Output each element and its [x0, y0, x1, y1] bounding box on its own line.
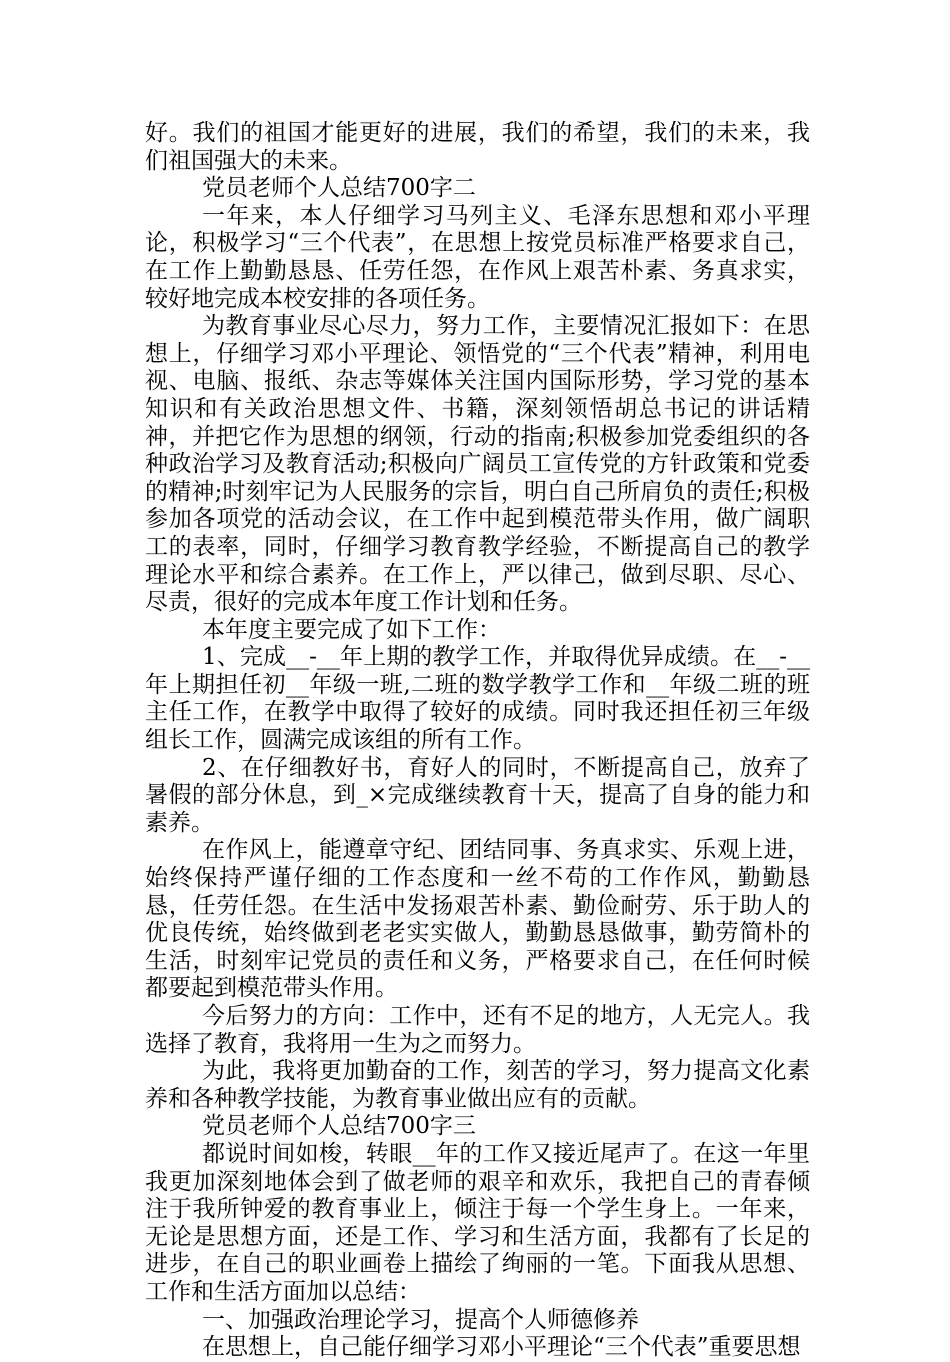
paragraph: 在思想上，自己能仔细学习邓小平理论“三个代表”重要思想	[202, 1334, 801, 1361]
subheading: 一、加强政治理论学习，提高个人师德修养	[202, 1306, 639, 1333]
paragraph-continuation: 好。我们的祖国才能更好的进展，我们的希望，我们的未来，我们祖国强大的未来。	[145, 120, 810, 174]
list-item: 1、完成__-__年上期的教学工作，并取得优异成绩。在__-__年上期担任初__年级一班,二班的数学教学工作和__年级二班的班主任工作，在教学中取得了较好的成绩。同时我还担任初三年级组长工作，圆满完成该组的所有工作。	[145, 644, 810, 754]
list-item: 2、在仔细教好书，育好人的同时，不断提高自己，放弃了暑假的部分休息，到_×完成继续教育十天，提高了自身的能力和素养。	[145, 754, 810, 836]
paragraph: 为此，我将更加勤奋的工作，刻苦的学习，努力提高文化素养和各种教学技能，为教育事业做出应有的贡献。	[145, 1058, 810, 1112]
section-heading-2: 党员老师个人总结700字二	[202, 175, 476, 202]
paragraph: 本年度主要完成了如下工作：	[202, 616, 501, 643]
paragraph: 一年来，本人仔细学习马列主义、毛泽东思想和邓小平理论，积极学习“三个代表”，在思想上按党员标准严格要求自己，在工作上勤勤恳恳、任劳任怨，在作风上艰苦朴素、务真求实，较好地完成本校安排的各项任务。	[145, 202, 810, 312]
paragraph: 为教育事业尽心尽力，努力工作，主要情况汇报如下：在思想上，仔细学习邓小平理论、领悟党的“三个代表”精神，利用电视、电脑、报纸、杂志等媒体关注国内国际形势，学习党的基本知识和有关政治思想文件、书籍，深刻领悟胡总书记的讲话精神，并把它作为思想的纲领，行动的指南;积极参加党委组织的各种政治学习及教育活动;积极向广阔员工宣传党的方针政策和党委的精神;时刻牢记为人民服务的宗旨，明白自己所肩负的责任;积极参加各项党的活动会议，在工作中起到模范带头作用，做广阔职工的表率，同时，仔细学习教育教学经验，不断提高自己的教学理论水平和综合素养。在工作上，严以律己，做到尽职、尽心、尽责，很好的完成本年度工作计划和任务。	[145, 313, 810, 616]
paragraph: 今后努力的方向：工作中，还有不足的地方，人无完人。我选择了教育，我将用一生为之而努力。	[145, 1003, 810, 1057]
document-body	[145, 120, 810, 1362]
paragraph: 在作风上，能遵章守纪、团结同事、务真求实、乐观上进，始终保持严谨仔细的工作态度和一丝不苟的工作作风，勤勤恳恳，任劳任怨。在生活中发扬艰苦朴素、勤俭耐劳、乐于助人的优良传统，始终做到老老实实做人，勤勤恳恳做事，勤劳简朴的生活，时刻牢记党员的责任和义务，严格要求自己，在任何时候都要起到模范带头作用。	[145, 837, 810, 1002]
section-heading-3: 党员老师个人总结700字三	[202, 1113, 476, 1140]
paragraph: 都说时间如梭，转眼__年的工作又接近尾声了。在这一年里我更加深刻地体会到了做老师的艰辛和欢乐，我把自己的青春倾注于我所钟爱的教育事业上，倾注于每一个学生身上。一年来，无论是思想方面，还是工作、学习和生活方面，我都有了长足的进步，在自己的职业画卷上描绘了绚丽的一笔。下面我从思想、工作和生活方面加以总结：	[145, 1140, 810, 1305]
